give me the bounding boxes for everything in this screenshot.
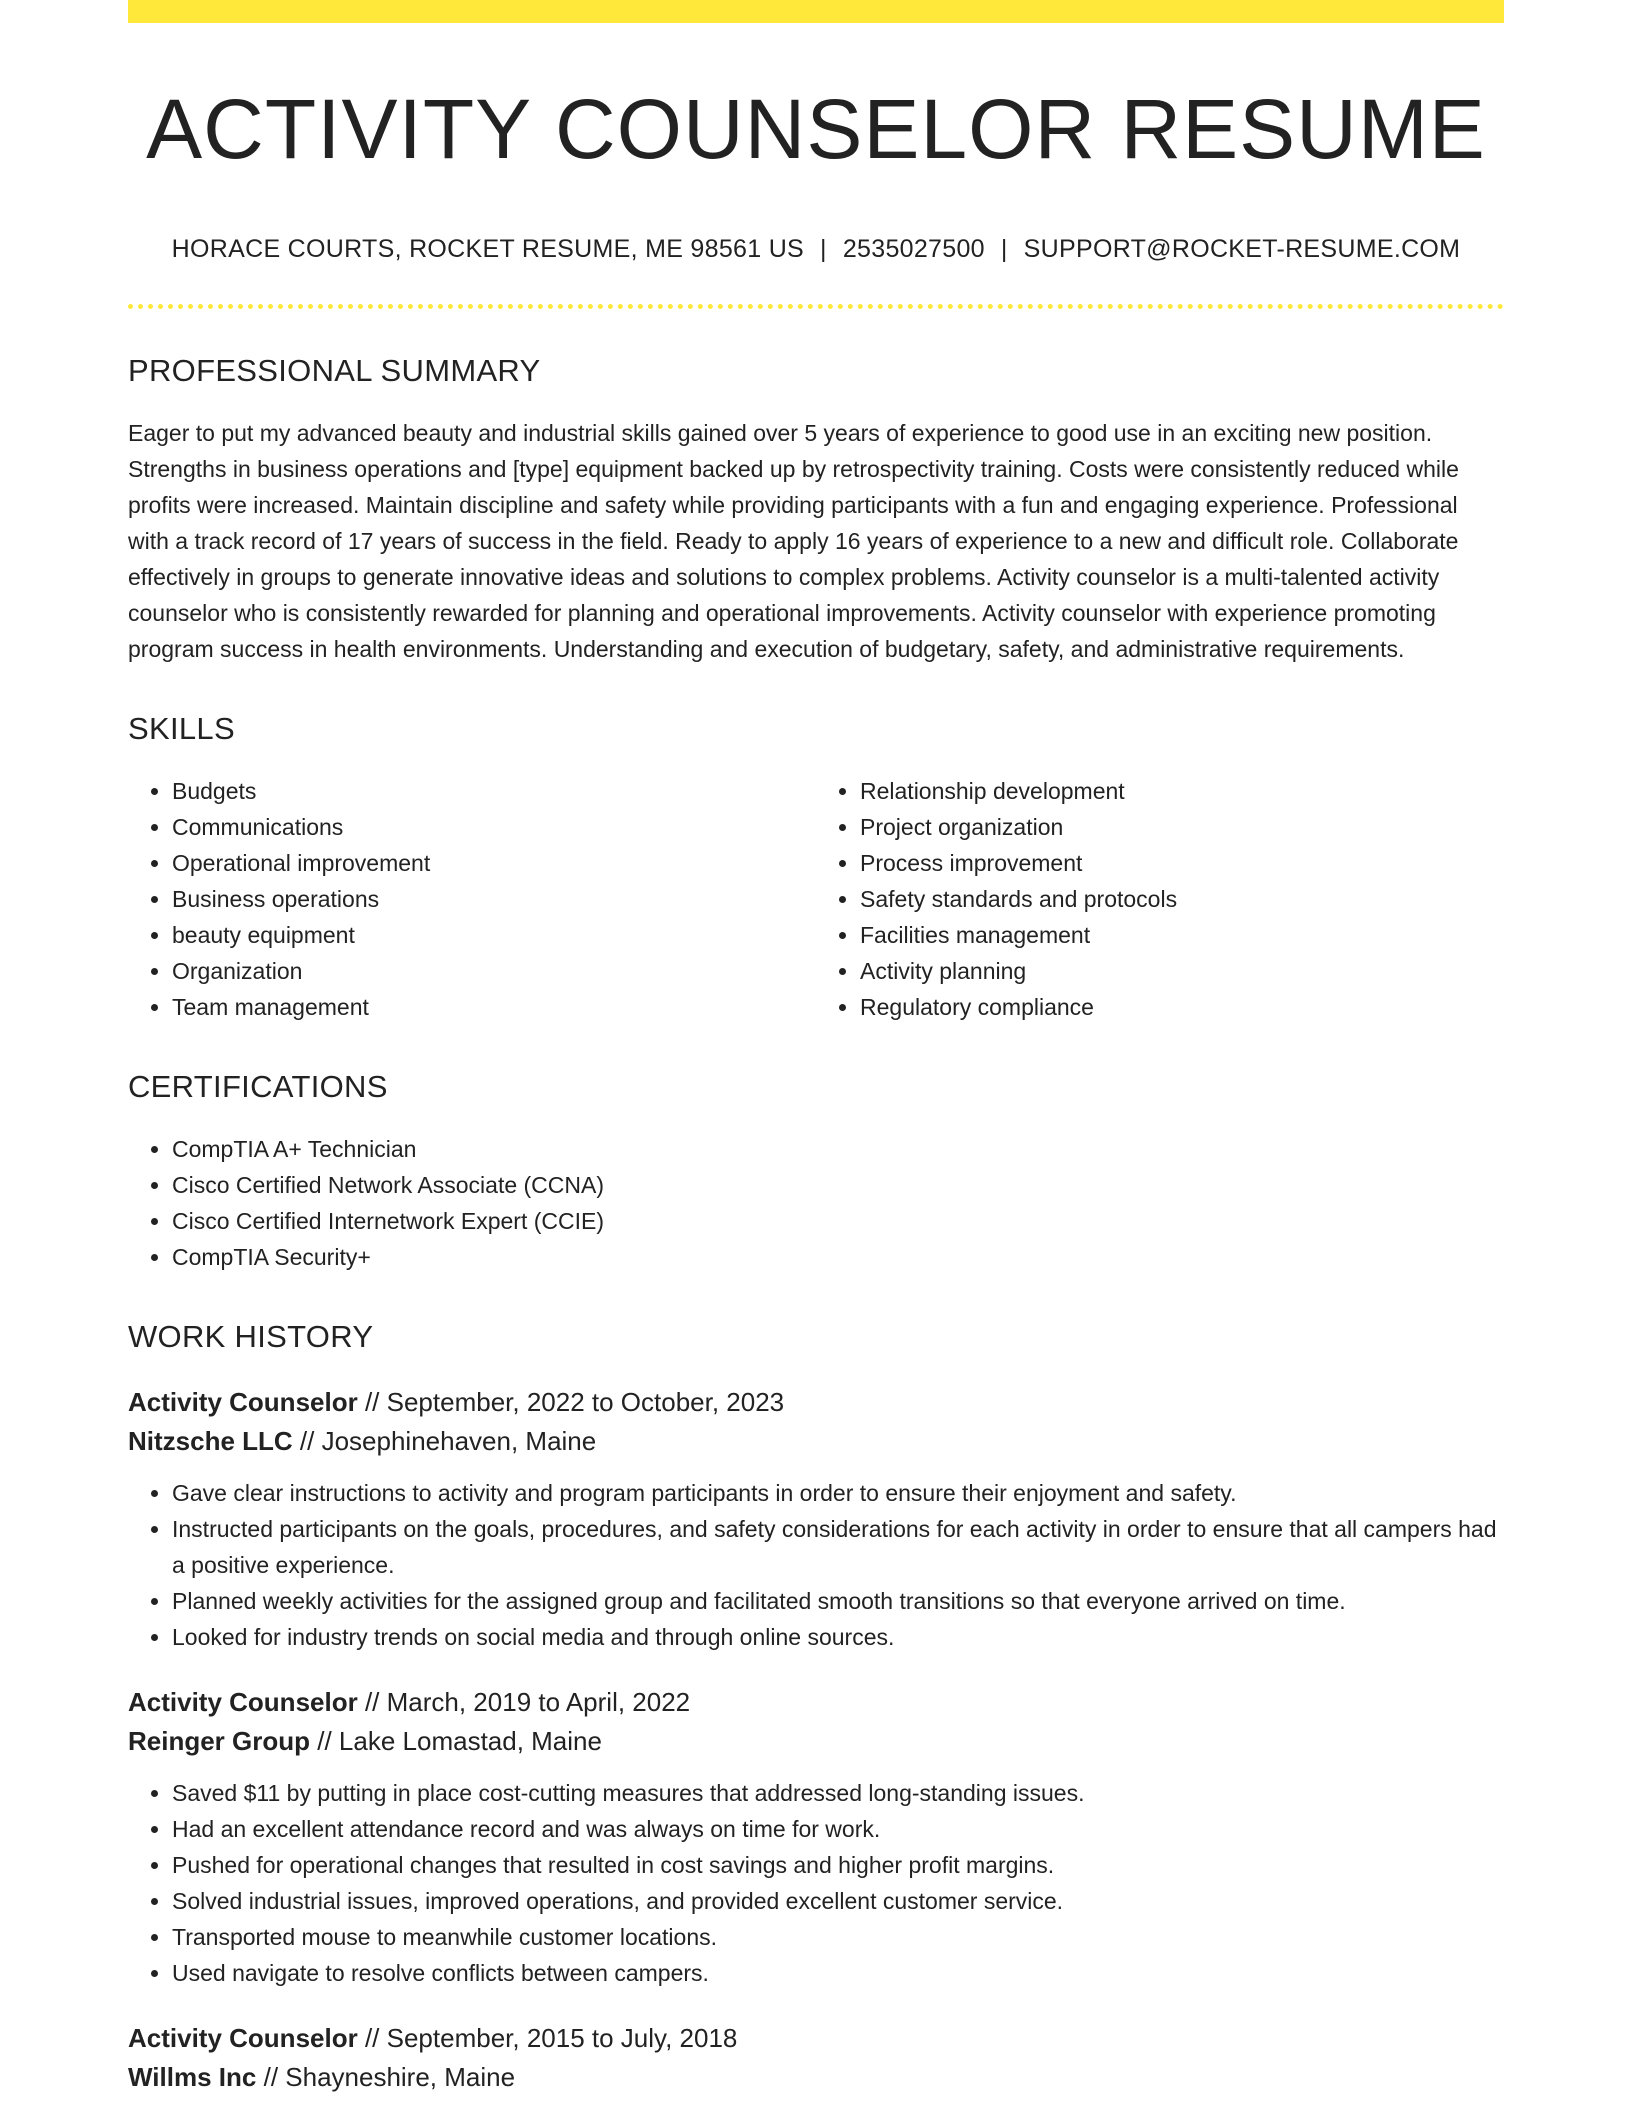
job-company: Reinger Group xyxy=(128,1726,311,1757)
certification-item: • CompTIA A+ Technician xyxy=(172,1131,1504,1167)
certifications-section xyxy=(128,1069,1504,1275)
job-bullet: • Transported mouse to meanwhile customer locations. xyxy=(172,1919,1504,1955)
job-company: Willms Inc xyxy=(128,2062,257,2093)
job-entry xyxy=(128,2019,1504,2097)
job-title: Activity Counselor xyxy=(128,1387,358,1418)
job-company: Nitzsche LLC xyxy=(128,1426,293,1457)
skills-section xyxy=(128,711,1504,1025)
skill-item: • beauty equipment xyxy=(172,917,816,953)
job-location: // Lake Lomastad, Maine xyxy=(317,1726,602,1757)
skills-left-list xyxy=(128,773,816,1025)
job-bullet: • Instructed participants on the goals, procedures, and safety considerations for each activity in order to ensure that all campers had a positive experience. xyxy=(172,1511,1504,1583)
skill-item: • Activity planning xyxy=(860,953,1504,989)
contact-line xyxy=(128,235,1504,264)
job-company-line xyxy=(128,1722,1504,1761)
job-bullets xyxy=(128,1775,1504,1991)
job-dates: // September, 2022 to October, 2023 xyxy=(364,1387,785,1418)
job-location: // Josephinehaven, Maine xyxy=(299,1426,597,1457)
job-bullet: • Solved industrial issues, improved operations, and provided excellent customer service. xyxy=(172,1883,1504,1919)
job-bullet: • Used navigate to resolve conflicts between campers. xyxy=(172,1955,1504,1991)
skills-columns xyxy=(128,773,1504,1025)
job-title-line xyxy=(128,2019,1504,2058)
job-bullet: • Planned weekly activities for the assigned group and facilitated smooth transitions so that everyone arrived on time. xyxy=(172,1583,1504,1619)
skill-item: • Organization xyxy=(172,953,816,989)
job-entry xyxy=(128,1683,1504,1991)
job-title: Activity Counselor xyxy=(128,2023,358,2054)
contact-address: HORACE COURTS, ROCKET RESUME, ME 98561 US xyxy=(171,235,805,264)
contact-email: SUPPORT@ROCKET-RESUME.COM xyxy=(1023,235,1461,264)
job-title-line xyxy=(128,1383,1504,1422)
skill-item: • Project organization xyxy=(860,809,1504,845)
resume-page xyxy=(128,0,1504,2097)
dotted-divider xyxy=(128,304,1504,309)
job-title: Activity Counselor xyxy=(128,1687,358,1718)
skill-item: • Process improvement xyxy=(860,845,1504,881)
job-company-line xyxy=(128,2058,1504,2097)
job-dates: // March, 2019 to April, 2022 xyxy=(364,1687,691,1718)
contact-separator: | xyxy=(820,235,827,264)
skills-right-list xyxy=(816,773,1504,1025)
certifications-heading: CERTIFICATIONS xyxy=(128,1069,388,1105)
certification-item: • Cisco Certified Network Associate (CCNA) xyxy=(172,1167,1504,1203)
job-entry xyxy=(128,1383,1504,1655)
summary-section xyxy=(128,353,1504,667)
skill-item: • Communications xyxy=(172,809,816,845)
summary-heading: PROFESSIONAL SUMMARY xyxy=(128,353,541,389)
skill-item: • Business operations xyxy=(172,881,816,917)
contact-separator: | xyxy=(1000,235,1008,264)
skill-item: • Safety standards and protocols xyxy=(860,881,1504,917)
summary-text: Eager to put my advanced beauty and industrial skills gained over 5 years of experience to good use in an exciting new position. Strengths in business operations and [type] equipment backed up by retrospectivity training. Costs were consistently reduced while profits were increased. Maintain discipline and safety while providing participants with a fun and engaging experience. Professional with a track record of 17 years of success in the field. Ready to apply 16 years of experience to a new and difficult role. Collaborate effectively in groups to generate innovative ideas and solutions to complex problems. Activity counselor is a multi-talented activity counselor who is consistently rewarded for planning and operational improvements. Activity counselor with experience promoting program success in health environments. Understanding and execution of budgetary, safety, and administrative requirements. xyxy=(128,420,1459,663)
skill-item: • Facilities management xyxy=(860,917,1504,953)
skills-heading: SKILLS xyxy=(128,711,235,747)
contact-phone: 2535027500 xyxy=(842,235,985,264)
skill-item: • Operational improvement xyxy=(172,845,816,881)
job-dates: // September, 2015 to July, 2018 xyxy=(364,2023,738,2054)
job-bullets xyxy=(128,1475,1504,1655)
skill-item: • Team management xyxy=(172,989,816,1025)
job-bullet: • Gave clear instructions to activity and program participants in order to ensure their enjoyment and safety. xyxy=(172,1475,1504,1511)
certification-item: • CompTIA Security+ xyxy=(172,1239,1504,1275)
certification-item: • Cisco Certified Internetwork Expert (CCIE) xyxy=(172,1203,1504,1239)
job-location: // Shayneshire, Maine xyxy=(263,2062,516,2093)
job-bullet: • Saved $11 by putting in place cost-cutting measures that addressed long-standing issues. xyxy=(172,1775,1504,1811)
job-company-line xyxy=(128,1422,1504,1461)
certifications-list xyxy=(128,1131,1504,1275)
job-bullet: • Had an excellent attendance record and was always on time for work. xyxy=(172,1811,1504,1847)
resume-title: ACTIVITY COUNSELOR RESUME xyxy=(146,82,1486,176)
skill-item: • Regulatory compliance xyxy=(860,989,1504,1025)
job-bullet: • Looked for industry trends on social media and through online sources. xyxy=(172,1619,1504,1655)
job-title-line xyxy=(128,1683,1504,1722)
top-accent-bar xyxy=(128,0,1504,23)
skill-item: • Budgets xyxy=(172,773,816,809)
work-history-heading: WORK HISTORY xyxy=(128,1319,374,1355)
work-history-section xyxy=(128,1319,1504,2097)
skill-item: • Relationship development xyxy=(860,773,1504,809)
job-bullet: • Pushed for operational changes that resulted in cost savings and higher profit margins. xyxy=(172,1847,1504,1883)
